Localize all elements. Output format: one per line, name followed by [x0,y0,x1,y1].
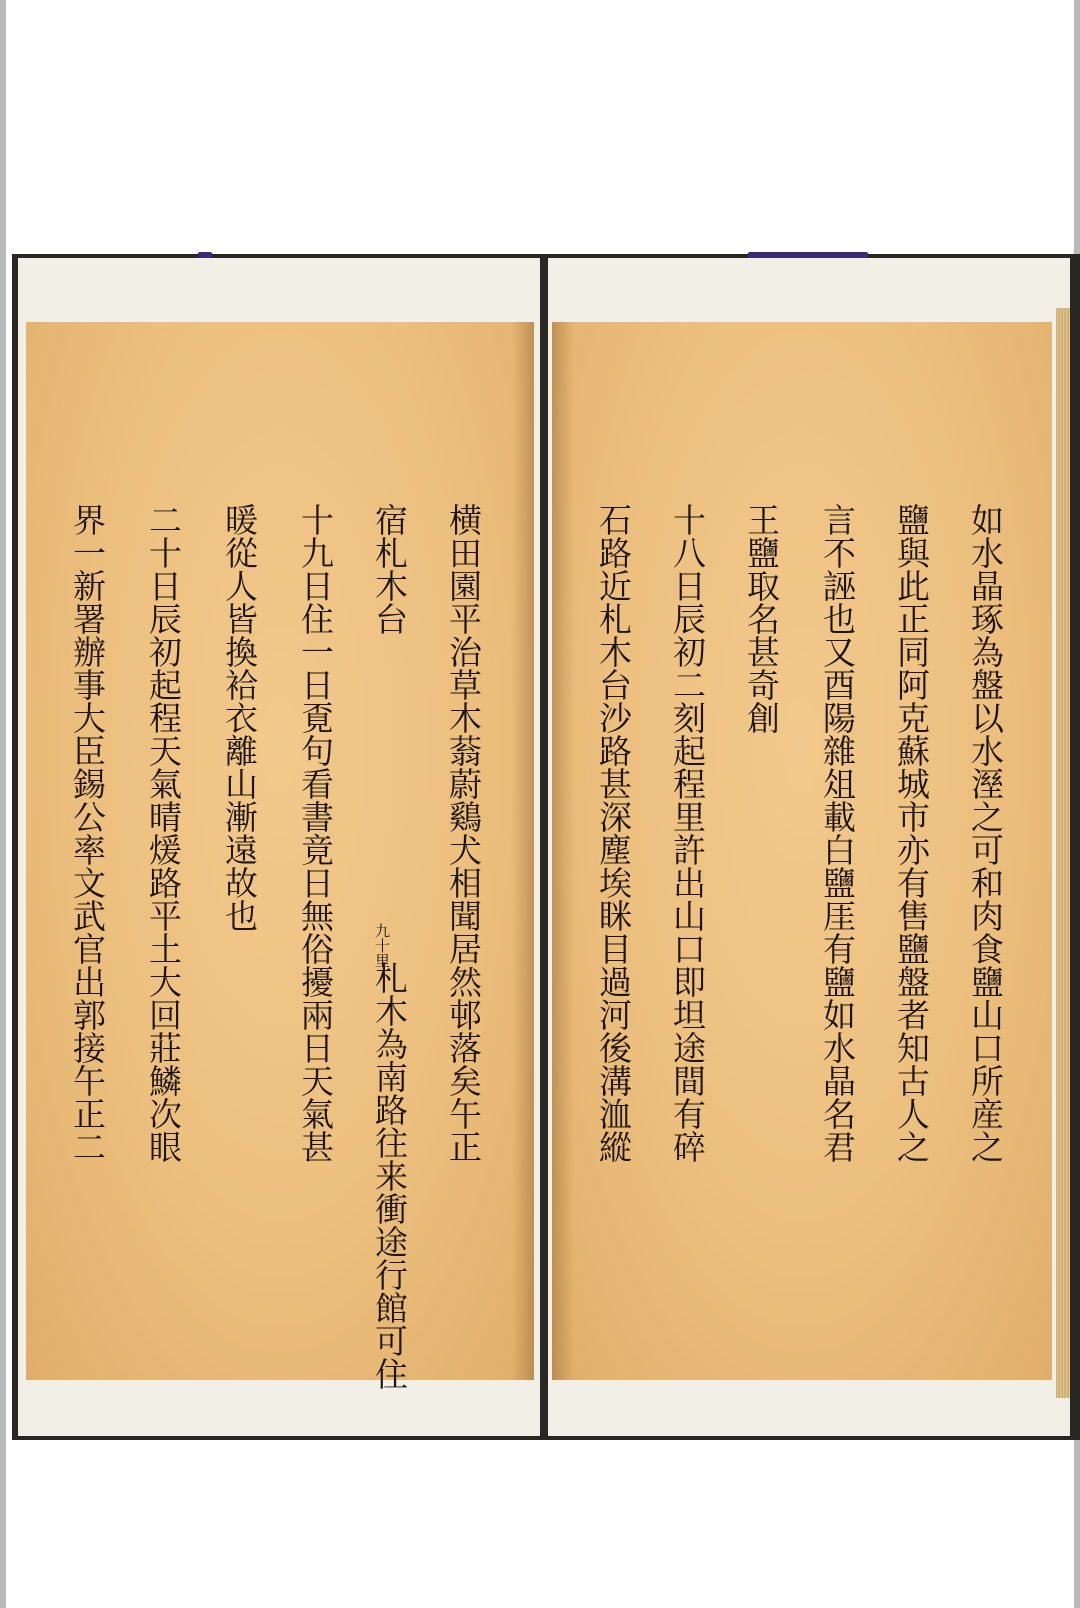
text-column: 二十日辰初起程天氣晴煖路平土大回莊鱗次眼 [144,503,183,1163]
open-book [12,254,1080,1440]
text-column: 十九日住一日覔句看書竟日無俗擾兩日天氣甚 [296,503,335,1163]
text-column: 暖從人皆換袷衣離山漸遠故也 [220,503,259,932]
gutter-shadow [552,322,574,1380]
text-column: 宿札木台 [370,503,409,635]
text-column: 横田園平治草木蓊蔚鷄犬相聞居然邨落矣午正 [444,503,483,1163]
gutter-shadow [512,322,534,1380]
text-column: 言不誣也又酉陽雜俎載白鹽厓有鹽如水晶名君 [818,503,857,1163]
inline-note: 九十里 [373,923,391,968]
page-edges [1056,308,1070,1398]
text-column: 札木為南路往来衝途行館可住 [370,961,409,1390]
text-column: 石路近札木台沙路甚深塵埃眯目過河後溝洫縱 [594,503,633,1163]
text-column: 鹽與此正同阿克蘇城市亦有售鹽盤者知古人之 [892,503,931,1163]
text-column: 王鹽取名甚奇創 [742,503,781,734]
left-page [18,258,540,1436]
text-column: 如水晶琢為盤以水溼之可和肉食鹽山口所産之 [966,503,1005,1163]
right-page [548,258,1070,1436]
text-column: 十八日辰初二刻起程里許出山口即坦途間有碎 [668,503,707,1163]
text-column: 界一新署辦事大臣錫公率文武官出郭接午正二 [68,503,107,1163]
